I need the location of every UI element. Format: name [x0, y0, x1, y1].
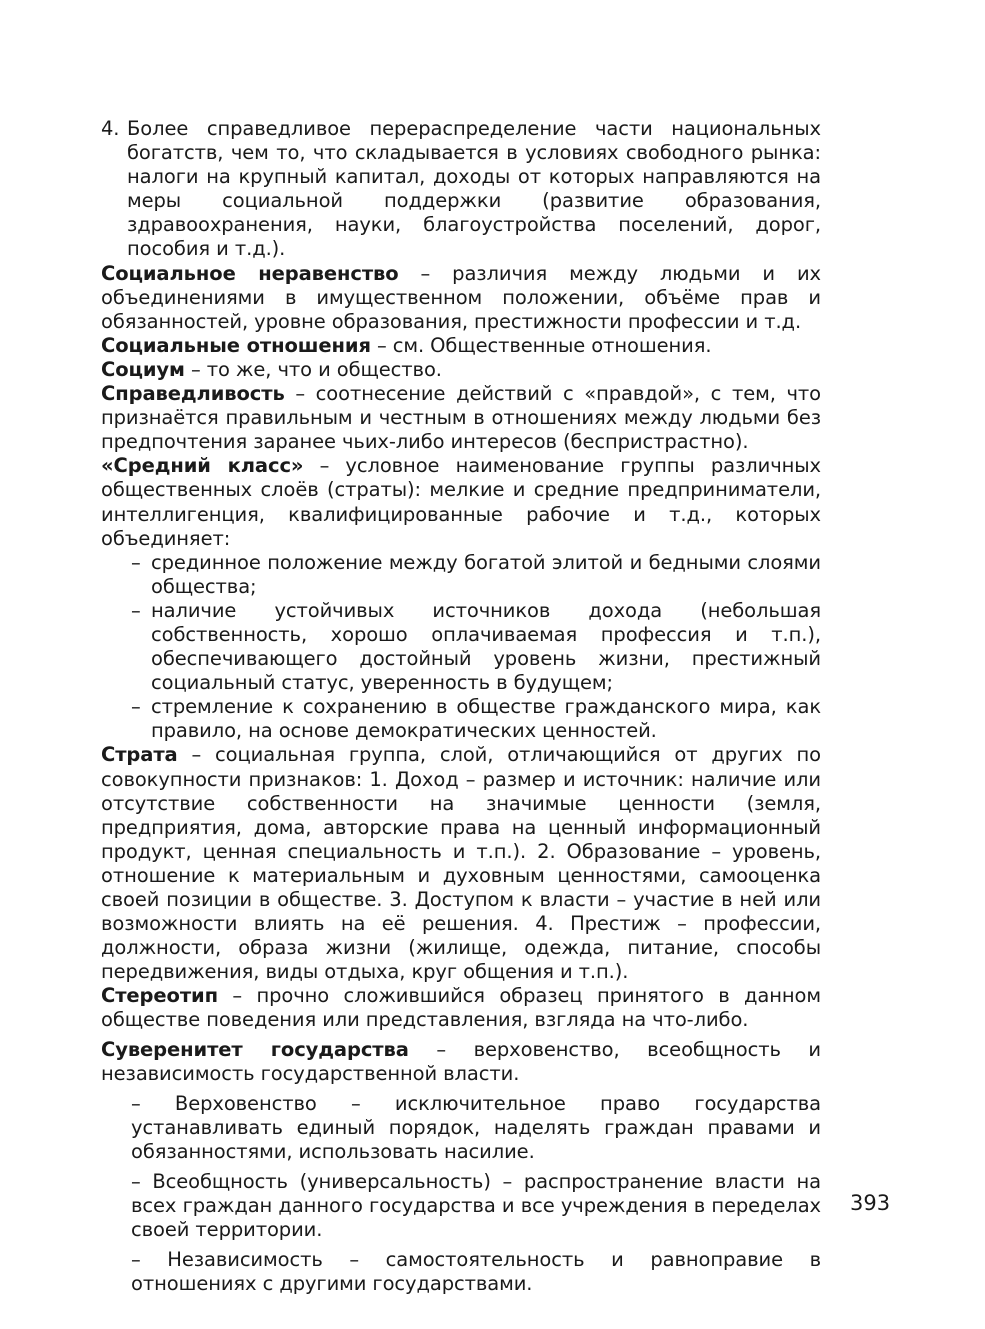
definition-middle-class: – условное наименование группы различных общественных слоёв (страты): мелкие и средние предприниматели, интеллигенция, квалифицированные рабочие и т.д., которых объединяет: — [101, 454, 821, 550]
term-social-inequality: Социальное неравенство — [101, 261, 399, 285]
list-item-text: стремление к сохранению в обществе гражданского мира, как правило, на основе демократических ценностей. — [151, 695, 821, 743]
term-socium: Социум — [101, 357, 185, 381]
term-strata: Страта — [101, 743, 178, 767]
definition-strata: – социальная группа, слой, отличающийся от других по совокупности признаков: 1. Доход – размер и источник: наличие или отсутствие собственности на значимые ценности (земля, предприятия, дома, авторские права на ценный информационный продукт, ценная специальность и т.п.). 2. Образование – уровень, отношение к материальным и духовным ценностями, самооценка своей позиции в обществе. 3. Доступом к власти – участие в ней или возможности влиять на её решения. 4. Престиж – профессии, должности, образа жизни (жилище, одежда, питание, способы передвижения, виды отдыха, круг общения и т.п.). — [101, 743, 821, 984]
list-item — [131, 551, 821, 599]
entry-strata — [101, 743, 821, 984]
glossary-page — [101, 117, 821, 1297]
term-justice: Справедливость — [101, 382, 285, 406]
item-number: 4. — [101, 117, 120, 140]
page-number: 393 — [850, 1191, 891, 1215]
entry-justice — [101, 382, 821, 454]
list-item — [131, 695, 821, 743]
definition-sovereignty: – верховенство, всеобщность и независимость государственной власти. — [101, 1037, 821, 1085]
entry-social-inequality — [101, 262, 821, 334]
definition-social-relations: – см. Общественные отношения. — [370, 333, 712, 357]
sovereignty-universality-paragraph: – Всеобщность (универсальность) – распространение власти на всех граждан данного государства и все учреждения в переделах своей территории. — [131, 1170, 821, 1242]
list-item-text: срединное положение между богатой элитой и бедными слоями общества; — [151, 550, 821, 598]
entry-sovereignty — [101, 1038, 821, 1086]
term-middle-class: «Средний класс» — [101, 454, 304, 478]
definition-social-inequality: – различия между людьми и их объединениями в имущественном положении, объёме прав и обязанностей, уровне образования, престижности профессии и т.д. — [101, 261, 821, 333]
entry-middle-class — [101, 454, 821, 550]
definition-socium: – то же, что и общество. — [184, 357, 442, 381]
sovereignty-supremacy-paragraph: – Верховенство – исключительное право государства устанавливать единый порядок, наделять граждан правами и обязанностями, использовать насилие. — [131, 1091, 821, 1163]
term-social-relations: Социальные отношения — [101, 333, 371, 357]
item-text: Более справедливое перераспределение части национальных богатств, чем то, что складывается в условиях свободного рынка: налоги на крупный капитал, доходы от которых направляются на меры социальной поддержки (развитие образования, здравоохранения, науки, благоустройства поселений, дорог, пособия и т.д.). — [127, 117, 821, 261]
entry-stereotype — [101, 984, 821, 1032]
dash-marker: – — [131, 598, 141, 622]
entry-socium — [101, 358, 821, 382]
term-stereotype: Стереотип — [101, 984, 218, 1008]
entry-social-relations — [101, 334, 821, 358]
numbered-item-4 — [101, 117, 821, 262]
dash-marker: – — [131, 695, 141, 719]
dash-marker: – — [131, 550, 141, 574]
list-item — [131, 599, 821, 695]
definition-stereotype: – прочно сложившийся образец принятого в данном обществе поведения или представления, взгляда на что-либо. — [101, 984, 821, 1032]
term-sovereignty: Суверенитет государства — [101, 1037, 409, 1061]
definition-justice: – соотнесение действий с «правдой», с тем, что признаётся правильным и честным в отношениях между людьми без предпочтения заранее чьих-либо интересов (беспристрастно). — [101, 382, 821, 454]
sovereignty-independence-paragraph: – Независимость – самостоятельность и равноправие в отношениях с другими государствами. — [131, 1248, 821, 1296]
list-item-text: наличие устойчивых источников дохода (небольшая собственность, хорошо оплачиваемая профессия и т.п.), обеспечивающего достойный уровень жизни, престижный социальный статус, уверенность в будущем; — [151, 598, 821, 695]
